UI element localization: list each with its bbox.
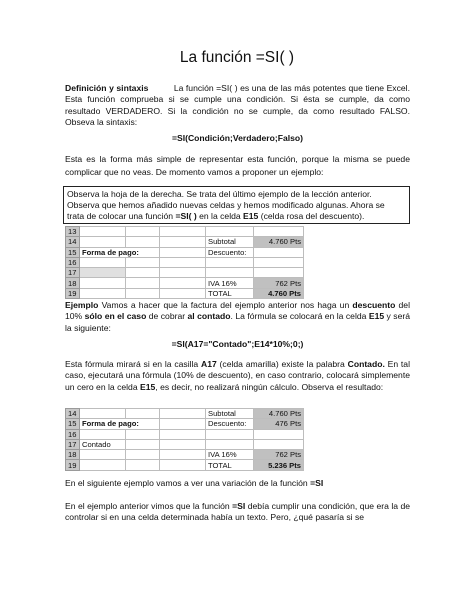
table-row: 15 Forma de pago: Descuento: [66,247,304,257]
table-row: 13 [66,227,304,237]
intro-paragraph [65,83,410,128]
explain-paragraph: Esta fórmula mirará si en la casilla A17 (celda amarilla) existe la palabra Contado. En tal caso, ejecutará una fórmula (10% de descuento), en caso contrario, colocará simplemente un cero en la celda E15, es decir, no realizará ningún cálculo. Observa el resultado: [65,359,410,392]
box-line-3: trata de colocar una función =SI( ) en la celda E15 (celda rosa del descuento). [67,211,365,221]
last-paragraph: En el ejemplo anterior vimos que la función =SI debía cumplir una condición, que era la de controlar si en una celda determinada había un texto. Pero, ¿qué pasaría si se [65,501,411,523]
syntax-line: =SI(Condición;Verdadero;Falso) [171,133,304,143]
intro-text: La función =SI( ) es una de las más potentes que tiene Excel. Esta función comprueba si se cumple una condición. Si ésta se cumple, da como resultado VERDADERO. Si la condición no se cumple, da como resultado FALSO. Obseva la sintaxis: [65,83,410,127]
table-row: 18 IVA 16% 762 Pts [66,278,304,288]
table-row: 17 [66,268,304,278]
table-row: 16 [66,257,304,267]
example-paragraph: Ejemplo Vamos a hacer que la factura del ejemplo anterior nos haga un descuento del 10% sólo en el caso de cobrar al contado. La fórmula se colocará en la celda E15 y será la siguiente: [65,300,410,333]
box-line-2: Observa que hemos añadido nuevas celdas y hemos modificado algunas. Ahora se [67,200,385,210]
table-row: 19 TOTAL 4.760 Pts [66,288,304,298]
instruction-box [63,186,410,224]
spreadsheet-1 [65,226,304,299]
page-title: La función =SI( ) [179,49,295,66]
table-row: 15 Forma de pago: Descuento: 476 Pts [66,419,304,429]
simple-paragraph: Esta es la forma más simple de representar esta función, porque la misma se puede complicar que no veas. De momento vamos a proponer un ejemplo: [65,154,410,177]
table-row: 18 IVA 16% 762 Pts [66,450,304,460]
table-row: 14 Subtotal 4.760 Pts [66,409,304,419]
table-row: 14 Subtotal 4.760 Pts [66,237,304,247]
spreadsheet-2 [65,408,304,471]
table-row: 19 TOTAL 5.236 Pts [66,460,304,470]
table-row: 17 Contado [66,439,304,449]
formula-line: =SI(A17="Contado";E14*10%;0;) [171,339,304,349]
next-paragraph: En el siguiente ejemplo vamos a ver una variación de la función =SI [65,478,324,488]
box-line-1: Observa la hoja de la derecha. Se trata del último ejemplo de la lección anterior. [67,189,372,199]
table-row: 16 [66,429,304,439]
intro-heading: Definición y sintaxis [65,83,149,93]
